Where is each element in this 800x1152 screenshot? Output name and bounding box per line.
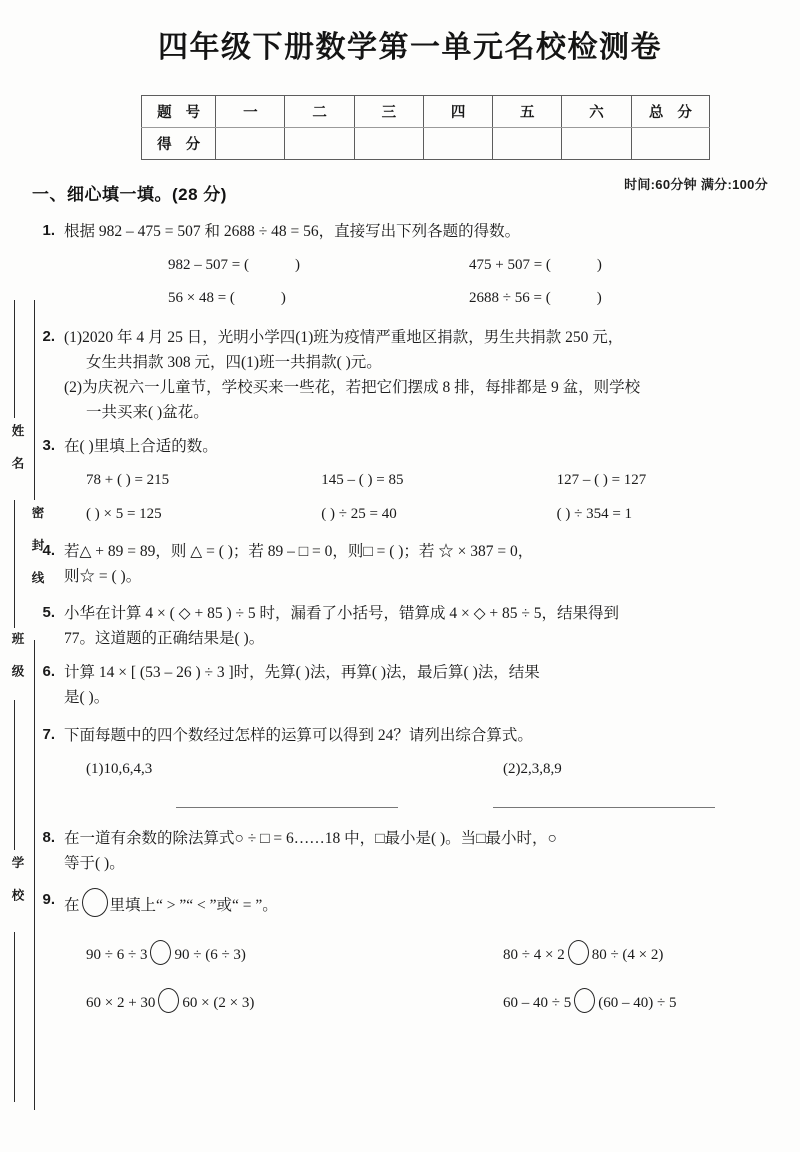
question-9-suffix: 里填上“ > ”“ < ”或“ = ”。	[109, 897, 278, 915]
question-9	[32, 888, 770, 1015]
question-2-line-1: (1)2020 年 4 月 25 日，光明小学四(1)班为疫情严重地区捐款，男生共捐款 250 元，	[64, 328, 624, 346]
score-table-label-score: 得 分	[142, 128, 216, 160]
question-9-row-2	[64, 988, 770, 1015]
exam-content	[32, 180, 770, 1024]
question-2-number: 2.	[42, 327, 55, 345]
question-5-line-2: 77。这道题的正确结果是( )。	[64, 630, 265, 648]
seal-line-outer-1	[14, 300, 15, 418]
question-6	[32, 660, 770, 710]
score-cell-6[interactable]	[562, 128, 631, 160]
question-9-text	[64, 888, 770, 918]
question-4	[32, 539, 770, 589]
question-1-text: 根据 982 – 475 = 507 和 2688 ÷ 48 = 56，直接写出下列各题的得数。	[64, 223, 521, 240]
answer-rule[interactable]	[176, 807, 398, 808]
table-row-scores	[142, 128, 710, 160]
question-7-subs	[64, 757, 770, 781]
question-4-number: 4.	[42, 541, 55, 559]
question-9-compare-1: 90 ÷ 6 ÷ 3 90 ÷ (6 ÷ 3)	[64, 940, 417, 967]
seal-line-outer-3	[14, 700, 15, 850]
question-9-compare-3: 60 × 2 + 30 60 × (2 × 3)	[64, 988, 417, 1015]
question-3	[32, 434, 770, 526]
score-cell-1[interactable]	[216, 128, 285, 160]
score-table-col-total: 总 分	[631, 96, 709, 128]
question-3-expr-6[interactable]: ( ) ÷ 354 = 1	[556, 505, 633, 522]
question-6-number: 6.	[42, 663, 55, 681]
score-table-col-3: 三	[354, 96, 423, 128]
seal-line-outer-2	[14, 500, 15, 628]
question-3-expr-2[interactable]: 145 – ( ) = 85	[321, 472, 404, 489]
question-4-line-2: 则☆ = ( )。	[64, 567, 142, 585]
seal-label-class: 班 级	[10, 632, 24, 680]
question-2-line-3: (2)为庆祝六一儿童节，学校买来一些花，若把它们摆成 8 排，每排都是 9 盆，则学校	[64, 378, 641, 396]
seal-label-name: 姓 名	[10, 424, 24, 472]
question-5	[32, 601, 770, 651]
seal-line-outer-4	[14, 932, 15, 1102]
question-3-row-1	[64, 468, 770, 492]
question-8-line-2: 等于( )。	[64, 855, 125, 873]
question-1-expr-1: 982 – 507 = ( )	[168, 257, 300, 274]
question-2-line-2: 女生共捐款 308 元，四(1)班一共捐款( )元。	[86, 353, 382, 371]
seal-label-sealline: 密 封 线	[30, 506, 44, 587]
score-table-col-6: 六	[562, 96, 631, 128]
circle-blank-icon[interactable]	[568, 940, 589, 965]
question-7-answer-line-1[interactable]	[64, 807, 417, 808]
question-8-line-1: 在一道有余数的除法算式○ ÷ □ = 6……18 中，□最小是( )。当□最小时，○	[64, 829, 557, 847]
score-cell-total[interactable]	[631, 128, 709, 160]
question-7-answer-lines	[64, 807, 770, 808]
score-cell-2[interactable]	[285, 128, 354, 160]
question-3-text: 在( )里填上合适的数。	[64, 438, 218, 456]
question-8-number: 8.	[42, 828, 55, 846]
score-cell-5[interactable]	[493, 128, 562, 160]
score-table	[141, 95, 710, 160]
question-6-line-2: 是( )。	[64, 689, 110, 707]
question-9-prefix: 在	[64, 897, 80, 915]
question-7-sub-1: (1)10,6,4,3	[86, 760, 153, 777]
circle-blank-icon[interactable]	[158, 988, 179, 1013]
question-4-line-1: 若△ + 89 = 89，则 △ = ( )；若 89 – □ = 0，则□ = ( )；若 ☆ × 387 = 0，	[64, 542, 534, 560]
score-table-col-2: 二	[285, 96, 354, 128]
question-1-number: 1.	[42, 222, 55, 239]
question-1-expr-4: 2688 ÷ 56 = ( )	[469, 290, 602, 307]
question-3-expr-3[interactable]: 127 – ( ) = 127	[556, 472, 647, 489]
question-2-line-4: 一共买来( )盆花。	[86, 404, 209, 422]
score-table-col-4: 四	[423, 96, 492, 128]
answer-rule[interactable]	[493, 807, 715, 808]
exam-meta: 时间:60分钟 满分:100分	[624, 177, 768, 192]
circle-blank-icon[interactable]	[574, 988, 595, 1013]
question-1-row-1	[64, 253, 770, 277]
question-3-row-2	[64, 502, 770, 526]
question-3-expr-4[interactable]: ( ) × 5 = 125	[86, 505, 162, 522]
question-2	[32, 325, 770, 425]
question-7-sub-2: (2)2,3,8,9	[503, 760, 562, 777]
question-1-row-2	[64, 286, 770, 310]
table-row-question-numbers	[142, 96, 710, 128]
seal-label-school: 学 校	[10, 856, 24, 904]
question-1	[32, 219, 770, 311]
question-7-number: 7.	[42, 725, 55, 743]
question-7-answer-line-2[interactable]	[417, 807, 770, 808]
question-3-expr-1[interactable]: 78 + ( ) = 215	[86, 472, 170, 489]
question-9-compare-2: 80 ÷ 4 × 2 80 ÷ (4 × 2)	[417, 940, 770, 967]
question-5-number: 5.	[42, 604, 55, 622]
question-9-number: 9.	[42, 891, 55, 909]
score-table-label-question: 题 号	[142, 96, 216, 128]
circle-blank-icon[interactable]	[150, 940, 171, 965]
score-cell-4[interactable]	[423, 128, 492, 160]
circle-blank-icon[interactable]	[82, 888, 108, 917]
question-7	[32, 723, 770, 808]
score-table-col-5: 五	[493, 96, 562, 128]
question-8	[32, 826, 770, 876]
score-cell-3[interactable]	[354, 128, 423, 160]
score-table-col-1: 一	[216, 96, 285, 128]
question-9-row-1	[64, 940, 770, 967]
question-7-text: 下面每题中的四个数经过怎样的运算可以得到 24？请列出综合算式。	[64, 726, 533, 744]
section-heading: 一、细心填一填。(28 分)	[32, 185, 227, 204]
question-3-number: 3.	[42, 437, 55, 455]
question-6-line-1: 计算 14 × [ (53 – 26 ) ÷ 3 ]时，先算( )法，再算( )法，最后算( )法，结果	[64, 664, 540, 682]
question-9-compare-4: 60 – 40 ÷ 5 (60 – 40) ÷ 5	[417, 988, 770, 1015]
question-1-expr-2: 475 + 507 = ( )	[469, 257, 602, 274]
question-3-expr-5[interactable]: ( ) ÷ 25 = 40	[321, 505, 397, 522]
question-5-line-1: 小华在计算 4 × ( ◇ + 85 ) ÷ 5 时，漏看了小括号，错算成 4 × ◇ + 85 ÷ 5，结果得到	[64, 605, 620, 623]
page-title: 四年级下册数学第一单元名校检测卷	[158, 31, 662, 64]
question-1-expr-3: 56 × 48 = ( )	[168, 290, 286, 307]
